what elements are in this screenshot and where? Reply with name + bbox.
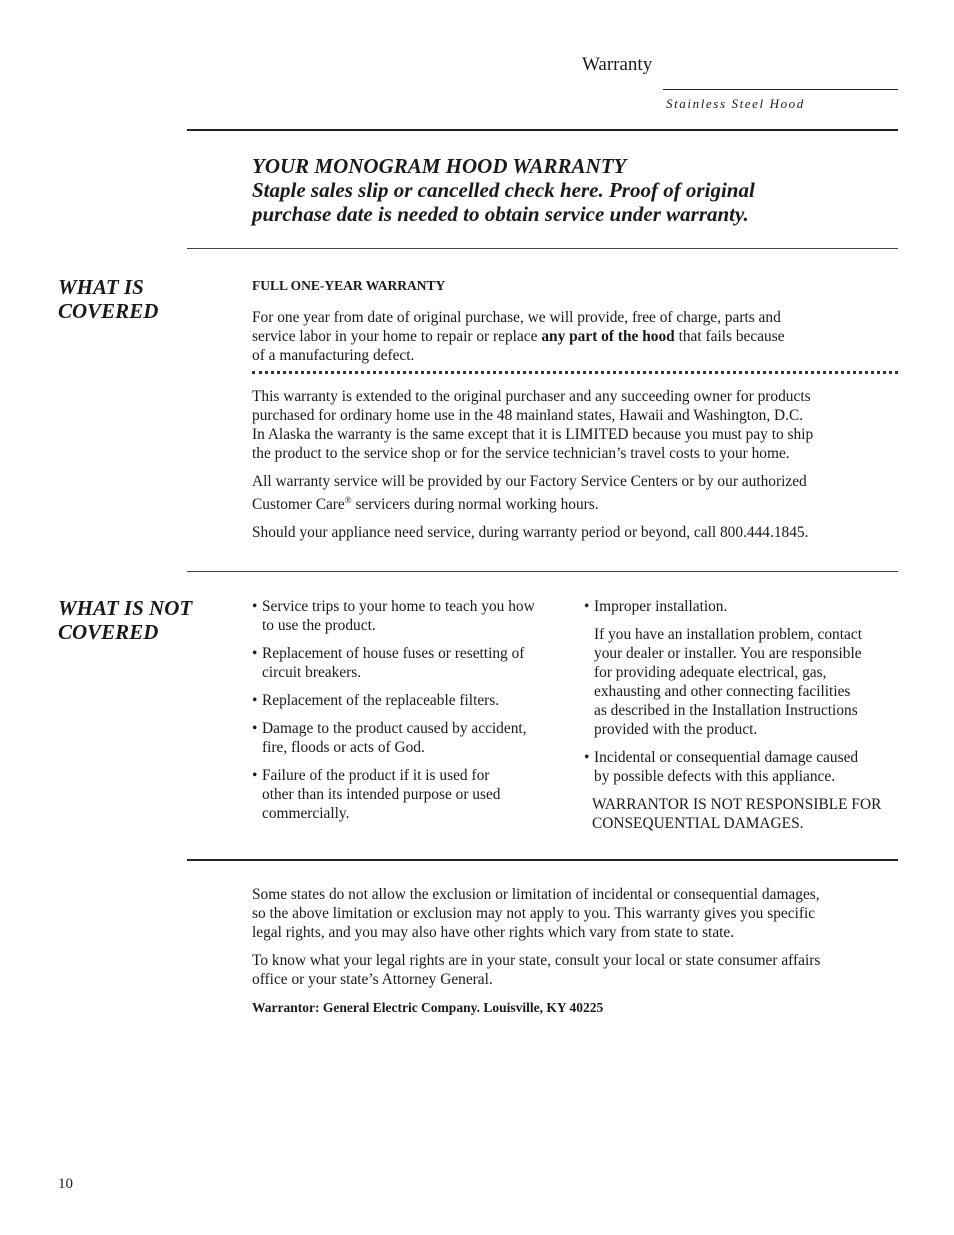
covered-intro: For one year from date of original purchase, we will provide, free of charge, parts and service labor in your home to repair or replace any part of the hood that fails because of a manufacturing defect.: [252, 309, 785, 364]
service-call-paragraph: Should your appliance need service, during warranty period or beyond, call 800.444.1845.: [252, 524, 809, 542]
what-is-not-covered-heading: WHAT IS NOT COVERED: [58, 596, 193, 644]
legal-rights-paragraph: To know what your legal rights are in your state, consult your local or state consumer affairs office or your state’s Attorney General.: [252, 952, 821, 988]
header-rule: [663, 89, 898, 90]
not-covered-left-column: [252, 597, 572, 832]
product-subtitle: Stainless Steel Hood: [666, 96, 805, 111]
legal-section: [252, 885, 898, 1026]
section-title: Warranty: [582, 54, 653, 75]
covered-details: [252, 387, 898, 551]
extension-paragraph: This warranty is extended to the original purchaser and any succeeding owner for products purchased for ordinary home use in the 48 mainland states, Hawaii and Washington, D.C. In Alaska the warranty is the same except that it is LIMITED because you must pay to ship the product to the service shop or for the service technician’s travel costs to your home.: [252, 388, 814, 462]
list-item: • Replacement of the replaceable filters.: [252, 691, 572, 710]
registered-mark: ®: [344, 495, 352, 505]
state-rights-paragraph: Some states do not allow the exclusion or limitation of incidental or consequential damages, so the above limitation or exclusion may not apply to you. This warranty gives you specific legal rights, and you may also have other rights which vary from state to state.: [252, 886, 820, 941]
liability-disclaimer: WARRANTOR IS NOT RESPONSIBLE FOR CONSEQUENTIAL DAMAGES.: [592, 796, 882, 832]
warrantor-line: Warrantor: General Electric Company. Louisville, KY 40225: [252, 1000, 604, 1015]
covered-section: [252, 276, 898, 365]
covered-emphasis: any part of the hood: [541, 328, 675, 345]
full-warranty-subheading: FULL ONE-YEAR WARRANTY: [252, 278, 446, 293]
banner-line: Staple sales slip or cancelled check here. Proof of original: [252, 178, 755, 202]
list-item: • Service trips to your home to teach you how to use the product.: [252, 597, 572, 635]
list-item: • Improper installation.: [584, 597, 898, 616]
banner-line: purchase date is needed to obtain service under warranty.: [252, 202, 749, 226]
what-is-covered-heading: WHAT IS COVERED: [58, 275, 159, 323]
list-item: • Damage to the product caused by accident, fire, floods or acts of God.: [252, 719, 572, 757]
not-covered-divider: [187, 859, 898, 861]
banner-divider: [187, 248, 898, 249]
not-covered-right-column: [584, 597, 898, 842]
list-item: • Replacement of house fuses or resetting of circuit breakers.: [252, 644, 572, 682]
list-item: • Incidental or consequential damage caused by possible defects with this appliance.: [584, 748, 898, 786]
banner-line: YOUR MONOGRAM HOOD WARRANTY: [252, 154, 627, 178]
page-number: 10: [58, 1176, 73, 1192]
installation-note: If you have an installation problem, contact your dealer or installer. You are responsible for providing adequate electrical, gas, exhausting and other connecting facilities as described in the Installation Instructions provided with the product.: [594, 626, 862, 738]
service-paragraph: All warranty service will be provided by our Factory Service Centers or by our authorized Customer Care® servicers during normal working hours.: [252, 473, 807, 514]
list-item: • Failure of the product if it is used for other than its intended purpose or used commercially.: [252, 766, 572, 823]
covered-divider: [187, 571, 898, 572]
dotted-divider: [252, 371, 898, 374]
warranty-banner: [252, 154, 892, 226]
top-divider: [187, 129, 898, 131]
